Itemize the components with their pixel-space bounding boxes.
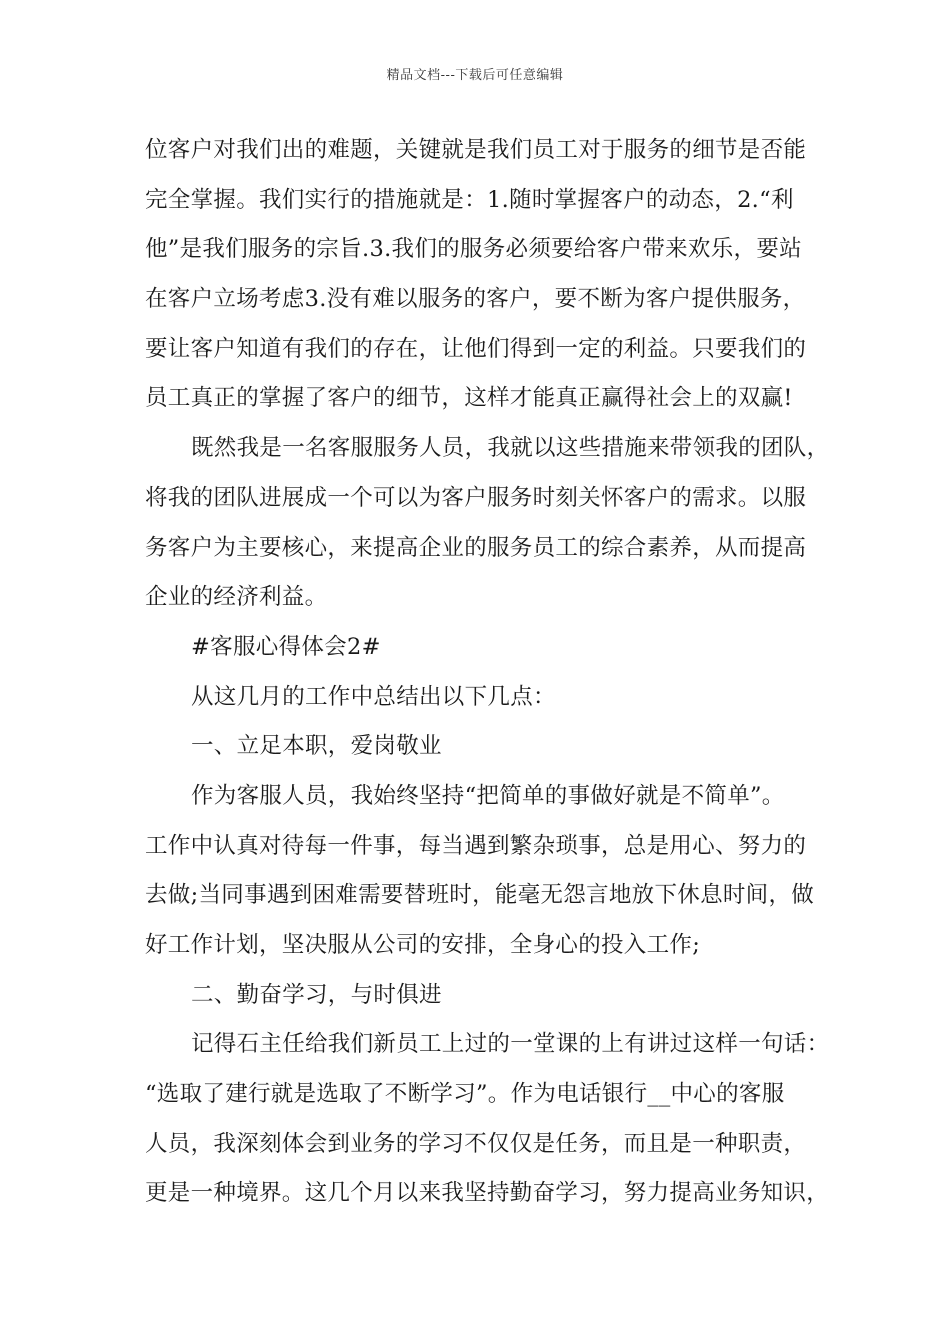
text-line: 员工真正的掌握了客户的细节，这样才能真正赢得社会上的双赢! bbox=[145, 385, 793, 412]
text-line: 去做;当同事遇到困难需要替班时，能毫无怨言地放下休息时间，做 bbox=[145, 882, 815, 909]
text-line: 工作中认真对待每一件事，每当遇到繁杂琐事，总是用心、努力的 bbox=[145, 832, 807, 859]
document-body bbox=[145, 126, 830, 1219]
text-line: 要让客户知道有我们的存在，让他们得到一定的利益。只要我们的 bbox=[145, 335, 807, 362]
text-line: 既然我是一名客服服务人员，我就以这些措施来带领我的团队， bbox=[191, 435, 830, 462]
text-line: 他”是我们服务的宗旨.3.我们的服务必须要给客户带来欢乐，要站 bbox=[145, 236, 802, 263]
text-line: “选取了建行就是选取了不断学习”。作为电话银行__中心的客服 bbox=[145, 1081, 785, 1108]
subheading: 二、勤奋学习，与时俱进 bbox=[191, 981, 442, 1008]
text-line: 将我的团队进展成一个可以为客户服务时刻关怀客户的需求。以服 bbox=[145, 484, 807, 511]
subheading: 一、立足本职，爱岗敬业 bbox=[191, 733, 442, 760]
text-line: 企业的经济利益。 bbox=[145, 584, 328, 611]
text-line: 更是一种境界。这几个月以来我坚持勤奋学习，努力提高业务知识， bbox=[145, 1180, 830, 1207]
text-line: 人员，我深刻体会到业务的学习不仅仅是任务，而且是一种职责， bbox=[145, 1130, 807, 1157]
text-line: 作为客服人员，我始终坚持“把简单的事做好就是不简单”。 bbox=[191, 782, 785, 809]
text-line: 好工作计划，坚决服从公司的安排，全身心的投入工作; bbox=[145, 932, 701, 958]
text-line: 在客户立场考虑3.没有难以服务的客户，要不断为客户提供服务， bbox=[145, 286, 806, 313]
text-line: 记得石主任给我们新员工上过的一堂课的上有讲过这样一句话： bbox=[191, 1031, 830, 1058]
section-heading: #客服心得体会2# bbox=[191, 633, 381, 660]
text-line: 完全掌握。我们实行的措施就是：1.随时掌握客户的动态，2.“利 bbox=[145, 186, 794, 213]
text-line: 务客户为主要核心，来提高企业的服务员工的综合素养，从而提高 bbox=[145, 534, 807, 561]
text-line: 位客户对我们出的难题，关键就是我们员工对于服务的细节是否能 bbox=[145, 137, 807, 163]
page-header: 精品文档---下载后可任意编辑 bbox=[386, 68, 564, 83]
text-line: 从这几月的工作中总结出以下几点： bbox=[191, 683, 556, 710]
